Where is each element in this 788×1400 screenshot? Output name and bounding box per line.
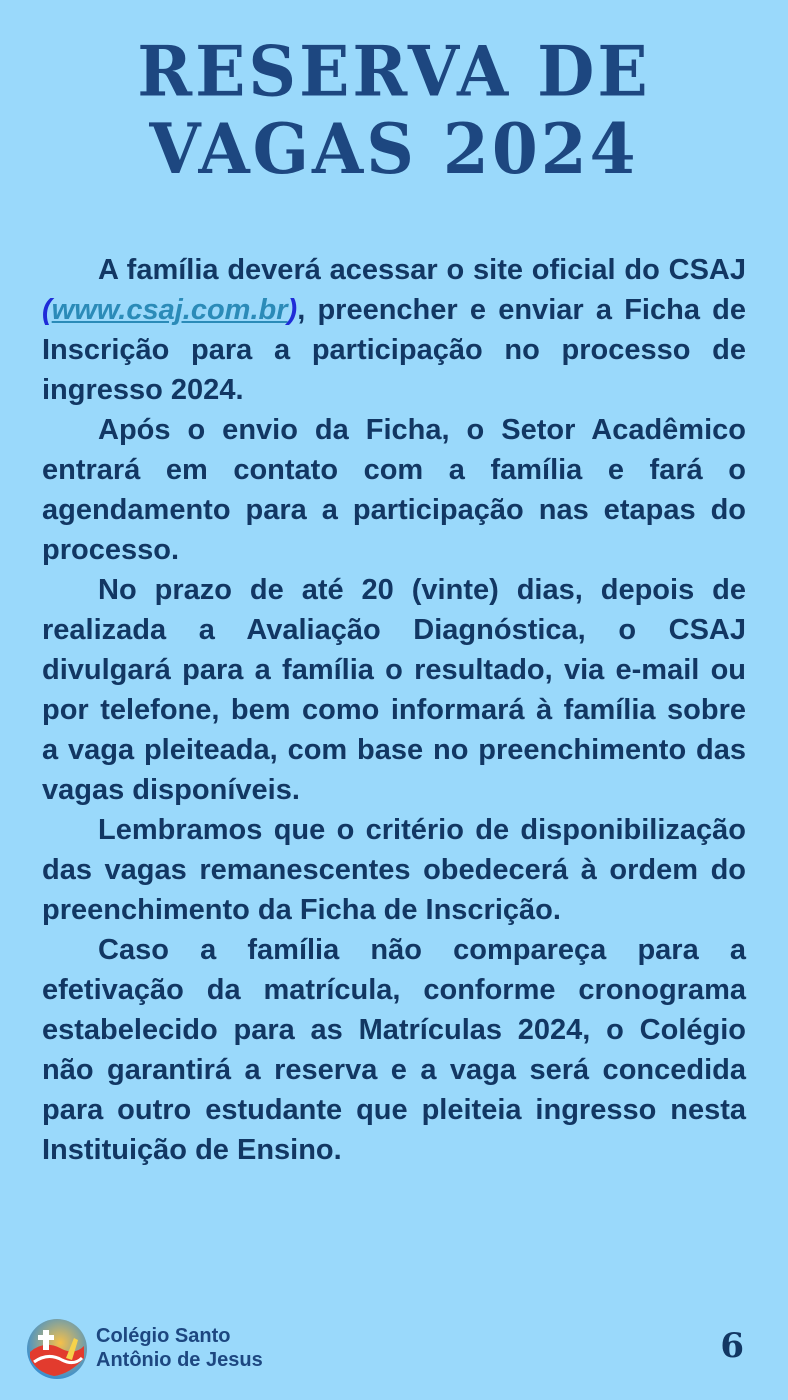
paragraph-3: No prazo de até 20 (vinte) dias, depois de realizada a Avaliação Diagnóstica, o CSAJ divulgará para a família o resultado, via e-mail ou por telefone, bem como informará à família sobre a vaga pleiteada, com base no preenchimento das vagas disponíveis. <box>42 574 746 806</box>
title-line-1: RESERVA DE <box>137 30 651 113</box>
paragraph-5: Caso a família não compareça para a efetivação da matrícula, conforme cronograma estabelecido para as Matrículas 2024, o Colégio não garantirá a reserva e a vaga será concedida para outro estudante que pleiteia ingresso nesta Instituição de Ensino. <box>42 934 746 1166</box>
link-close-paren: ) <box>287 294 298 326</box>
school-name-line-2: Antônio de Jesus <box>96 1349 263 1371</box>
school-name <box>96 1324 263 1372</box>
website-link[interactable]: www.csaj.com.br <box>51 294 288 326</box>
title-line-2: VAGAS 2024 <box>149 107 639 190</box>
paragraph-4: Lembramos que o critério de disponibilização das vagas remanescentes obedecerá à ordem do preenchimento da Ficha de Inscrição. <box>42 814 746 926</box>
page-title <box>0 30 788 190</box>
body-text <box>42 250 746 1170</box>
paragraph-2: Após o envio da Ficha, o Setor Acadêmico entrará em contato com a família e fará o agendamento para a participação nas etapas do processo. <box>42 414 746 566</box>
school-crest-icon <box>26 1318 88 1380</box>
paragraph-1 <box>42 250 746 410</box>
paragraph-1-text-end: , preencher e enviar a Ficha de Inscrição para a participação no processo de ingresso 2024. <box>42 294 746 406</box>
paragraph-1-text-start: A família deverá acessar o site oficial do CSAJ <box>98 254 746 286</box>
link-open-paren: ( <box>42 294 52 326</box>
page-number: 6 <box>720 1326 744 1366</box>
school-name-line-1: Colégio Santo <box>96 1325 231 1347</box>
